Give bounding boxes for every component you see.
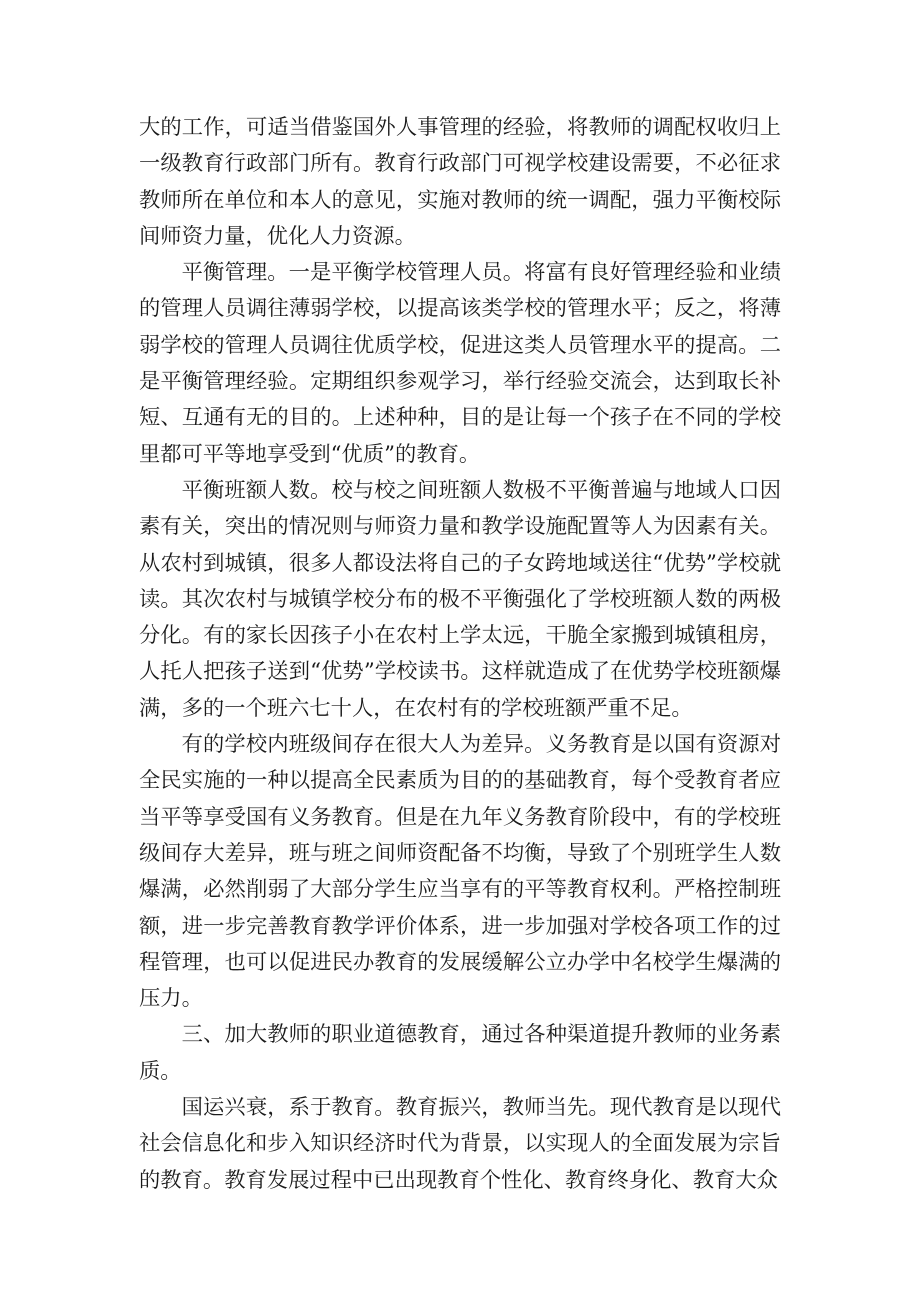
section-heading-teacher-ethics: 三、加大教师的职业道德教育，通过各种渠道提升教师的业务素质。 — [139, 1022, 781, 1084]
paragraph-class-differences: 有的学校内班级间存在很大人为差异。义务教育是以国有资源对全民实施的一种以提高全民素质为目的的基础教育，每个受教育者应当平等享受国有义务教育。但是在九年义务教育阶段中，有的学校班级间存大差异，班与班之间师资配备不均衡，导致了个别班学生人数爆满，必然削弱了大部分学生应当享有的平等教育权利。严格控制班额，进一步完善教育教学评价体系，进一步加强对学校各项工作的过程管理，也可以促进民办教育的发展缓解公立办学中名校学生爆满的压力。 — [139, 732, 781, 1012]
paragraph-balanced-management: 平衡管理。一是平衡学校管理人员。将富有良好管理经验和业绩的管理人员调往薄弱学校，以提高该类学校的管理水平；反之，将薄弱学校的管理人员调往优质学校，促进这类人员管理水平的提高。二是平衡管理经验。定期组织参观学习，举行经验交流会，达到取长补短、互通有无的目的。上述种种，目的是让每一个孩子在不同的学校里都可平等地享受到“优质”的教育。 — [139, 260, 781, 467]
paragraph-national-fate: 国运兴衰，系于教育。教育振兴，教师当先。现代教育是以现代社会信息化和步入知识经济时代为背景，以实现人的全面发展为宗旨的教育。教育发展过程中已出现教育个性化、教育终身化、教育大众 — [139, 1095, 781, 1193]
paragraph-continuation: 大的工作，可适当借鉴国外人事管理的经验，将教师的调配权收归上一级教育行政部门所有。教育行政部门可视学校建设需要，不必征求教师所在单位和本人的意见，实施对教师的统一调配，强力平衡校际间师资力量，优化人力资源。 — [139, 115, 781, 249]
body-text — [139, 110, 781, 1199]
paragraph-class-size: 平衡班额人数。校与校之间班额人数极不平衡普遍与地域人口因素有关，突出的情况则与师资力量和教学设施配置等人为因素有关。从农村到城镇，很多人都设法将自己的子女跨地域送往“优势”学校就读。其次农村与城镇学校分布的极不平衡强化了学校班额人数的两极分化。有的家长因孩子小在农村上学太远，干脆全家搬到城镇租房，人托人把孩子送到“优势”学校读书。这样就造成了在优势学校班额爆满，多的一个班六七十人，在农村有的学校班额严重不足。 — [139, 477, 781, 721]
